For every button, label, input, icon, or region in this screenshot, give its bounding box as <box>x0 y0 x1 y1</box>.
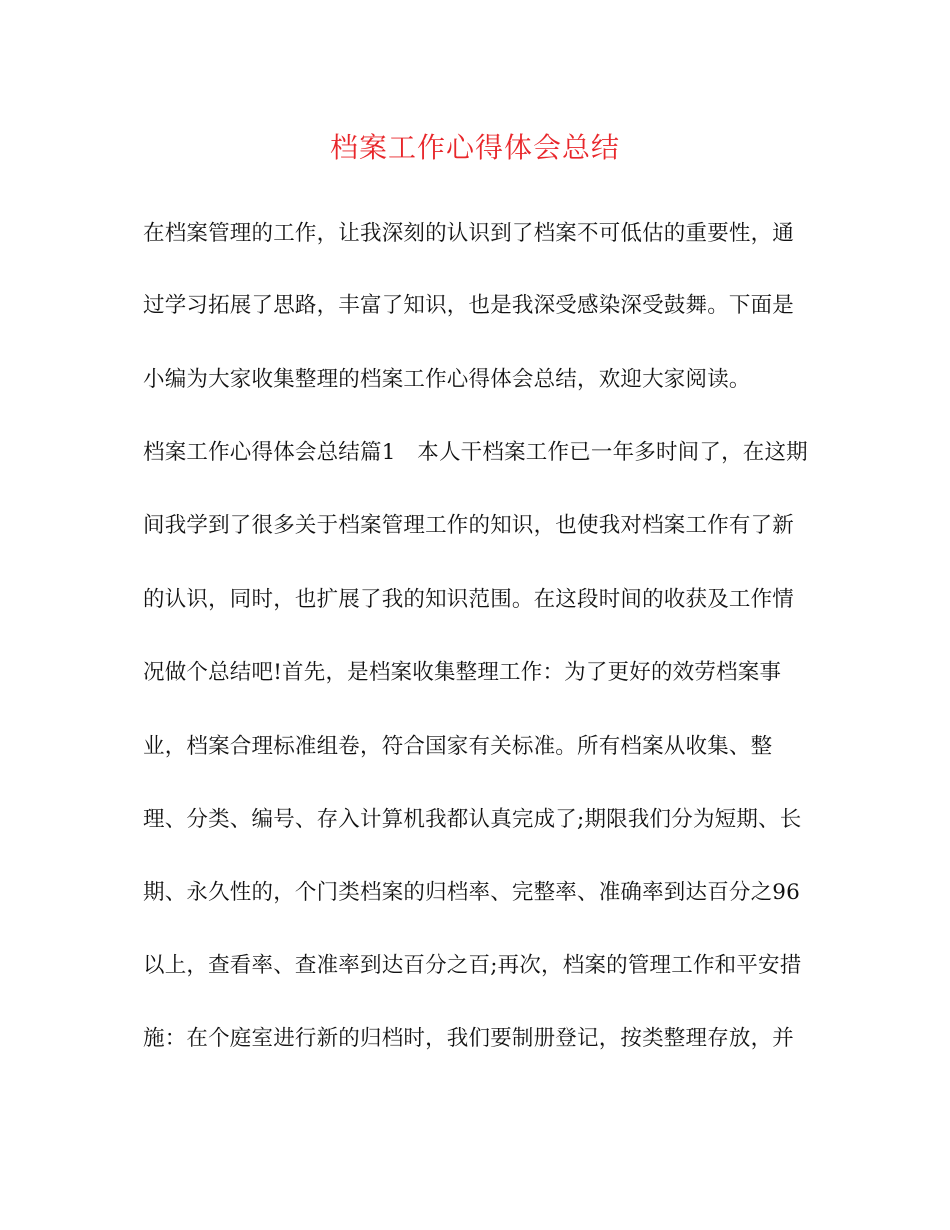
body-text-line: 理、分类、编号、存入计算机我都认真完成了;期限我们分为短期、长 <box>143 807 802 832</box>
body-text-line: 在档案管理的工作，让我深刻的认识到了档案不可低估的重要性，通 <box>143 221 795 246</box>
body-text-line: 业，档案合理标准组卷，符合国家有关标准。所有档案从收集、整 <box>143 734 773 759</box>
body-text-line: 小编为大家收集整理的档案工作心得体会总结，欢迎大家阅读。 <box>143 367 751 392</box>
body-text-line: 间我学到了很多关于档案管理工作的知识，也使我对档案工作有了新 <box>143 513 795 538</box>
body-text-line: 期、永久性的，个门类档案的归档率、完整率、准确率到达百分之96 <box>143 880 801 905</box>
body-text-line: 过学习拓展了思路，丰富了知识，也是我深受感染深受鼓舞。下面是 <box>143 293 795 318</box>
body-text-line: 的认识，同时，也扩展了我的知识范围。在这段时间的收获及工作情 <box>143 587 795 612</box>
body-text-line: 施：在个庭室进行新的归档时，我们要制册登记，按类整理存放，并 <box>143 1026 795 1051</box>
body-text-line: 以上，查看率、查准率到达百分之百;再次，档案的管理工作和平安措 <box>143 953 802 978</box>
body-text-line: 档案工作心得体会总结篇1 本人干档案工作已一年多时间了，在这期 <box>143 440 808 465</box>
body-text-line: 况做个总结吧!首先，是档案收集整理工作：为了更好的效劳档案事 <box>143 660 782 685</box>
document-title: 档案工作心得体会总结 <box>329 131 620 164</box>
